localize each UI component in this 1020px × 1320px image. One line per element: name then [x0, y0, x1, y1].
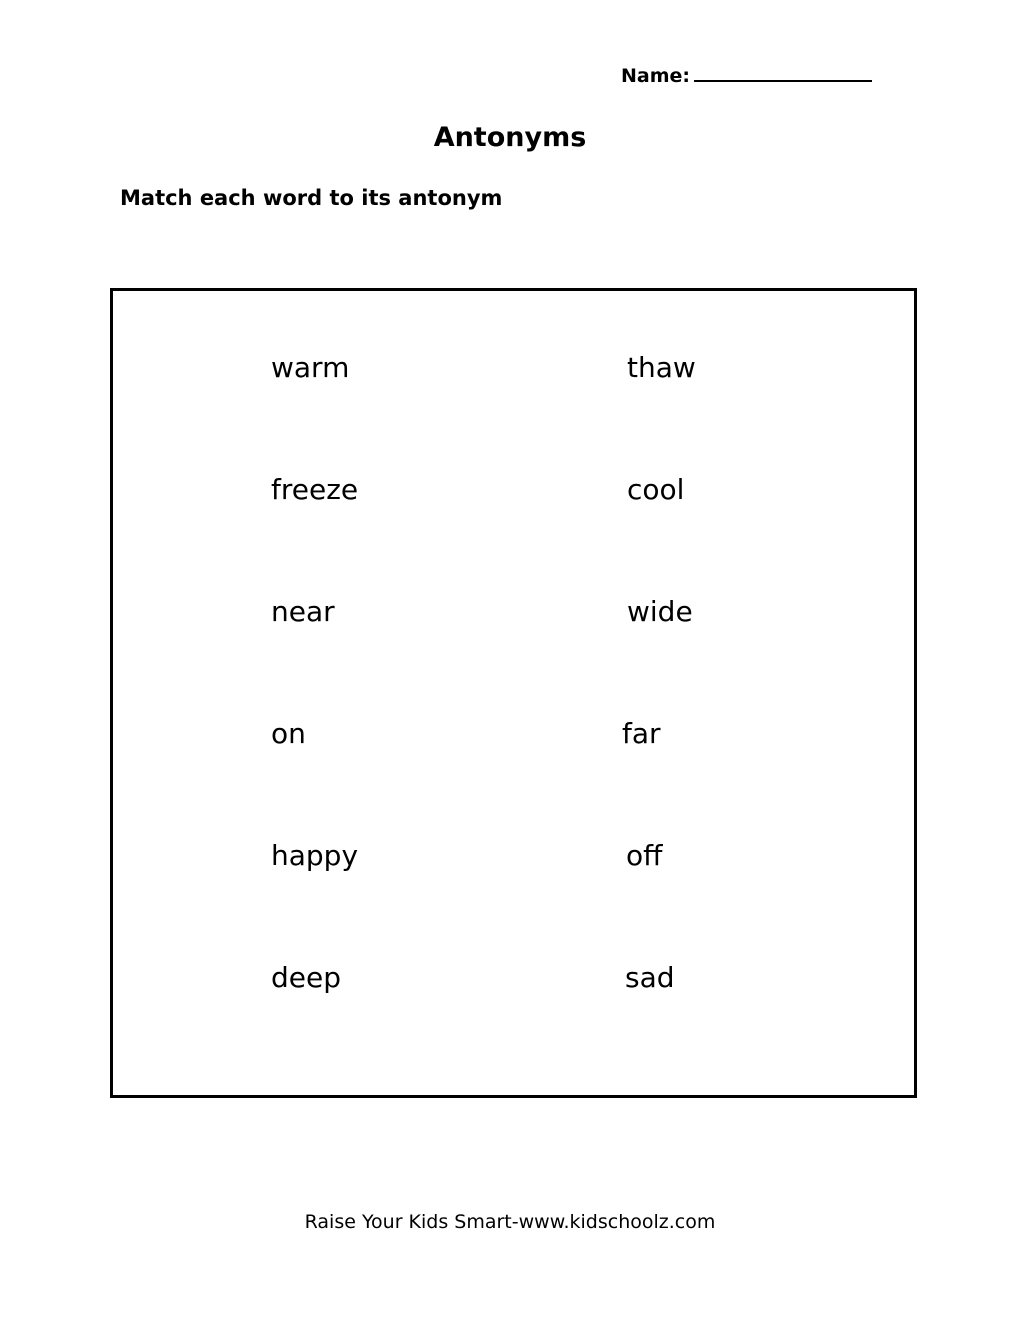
right-word-3[interactable]: wide	[627, 595, 693, 628]
footer-credit: Raise Your Kids Smart-www.kidschoolz.com	[304, 1211, 716, 1233]
left-word-4[interactable]: on	[271, 717, 306, 750]
right-word-4[interactable]: far	[622, 717, 661, 750]
name-label: Name:	[621, 65, 691, 87]
word-match-box	[110, 288, 917, 1098]
left-word-3[interactable]: near	[271, 595, 335, 628]
instructions: Match each word to its antonym	[120, 186, 503, 210]
right-word-6[interactable]: sad	[625, 961, 675, 994]
name-blank-line[interactable]	[694, 62, 872, 82]
page-title: Antonyms	[433, 122, 587, 153]
right-word-5[interactable]: off	[626, 839, 663, 872]
name-field[interactable]	[621, 62, 872, 87]
left-word-6[interactable]: deep	[271, 961, 341, 994]
right-word-2[interactable]: cool	[627, 473, 685, 506]
left-word-5[interactable]: happy	[271, 839, 359, 872]
left-word-1[interactable]: warm	[271, 351, 350, 384]
right-word-1[interactable]: thaw	[627, 351, 696, 384]
left-word-2[interactable]: freeze	[271, 473, 359, 506]
